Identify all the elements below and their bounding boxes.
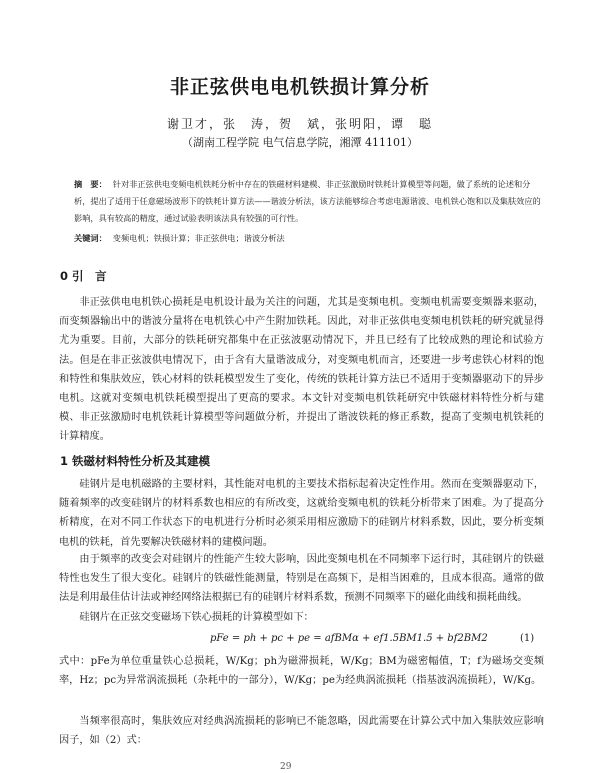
- abstract: [74, 176, 544, 227]
- keywords-label: 关键词：: [74, 233, 107, 243]
- abstract-text: 针对非正弦供电变频电机铁耗分析中存在的铁磁材料建模、非正弦激励时铁耗计算模型等问题，做了系统的论述和分析，提出了适用于任意磁场波形下的铁耗计算方法——谐波分析法，该方法能够综合考虑电源谐波、电机铁心饱和以及集肤效应的影响，具有较高的精度，通过试验表明该法具有较强的可行性。: [74, 179, 541, 223]
- affiliation: （湖南工程学院 电气信息学院，湘潭 411101）: [182, 136, 418, 149]
- keywords: [74, 231, 544, 245]
- abstract-label: 摘 要：: [74, 179, 107, 189]
- section1-paragraph-5: 当频率很高时，集肤效应对经典涡流损耗的影响已不能忽略，因此需要在计算公式中加入集肤效应影响因子，如（2）式：: [59, 716, 544, 747]
- page-number: 29: [280, 762, 292, 772]
- section-heading-intro: 0 引 言: [60, 269, 107, 283]
- section1-paragraph-2: 由于频率的改变会对硅钢片的性能产生较大影响，因此变频电机在不同频率下运行时，其硅钢片的铁磁特性也发生了很大变化。硅钢片的铁磁性能测量，特别是在高频下，是相当困难的，且成本很高。通常的做法是利用最佳估计法或神经网络法根据已有的硅钢片材料系数，预测不同频率下的磁化曲线和损耗曲线。: [59, 554, 544, 604]
- equation-1-body: pFe = ph + pc + pe = afBMα + ef1.5BM1.5 + bf2BM2: [210, 633, 488, 644]
- section1-paragraph-1: 硅钢片是电机磁路的主要材料，其性能对电机的主要技术指标起着决定性作用。然而在变频器驱动下，随着频率的改变硅钢片的材料系数也相应的有所改变，这就给变频电机的铁耗分析带来了困难。为了提高分析精度，在对不同工作状态下的电机进行分析时必须采用相应激励下的硅钢片材料系数，因此，要分析变频电机的铁耗，首先要解决铁磁材料的建模问题。: [59, 479, 544, 548]
- intro-paragraph: 非正弦供电电机铁心损耗是电机设计最为关注的问题，尤其是变频电机。变频电机需要变频器来驱动，而变频器输出中的谐波分量将在电机铁心中产生附加铁耗。因此，对非正弦供电变频电机铁耗的研究就显得尤为重要。目前，大部分的铁耗研究都集中在正弦波驱动情况下，并且已经有了比较成熟的理论和试验方法。但是在非正弦波供电情况下，由于含有大量谐波成分，对变频电机而言，还要进一步考虑铁心材料的饱和特性和集肤效应，铁心材料的铁耗模型发生了变化，传统的铁耗计算方法已不适用于变频器驱动下的异步电机。这就对变频电机铁耗模型提出了更高的要求。本文针对变频电机铁耗研究中铁磁材料特性分析与建模、非正弦激励时电机铁耗计算模型等问题做分析，并提出了谐波铁耗的修正系数，提高了变频电机铁耗的计算精度。: [59, 297, 544, 443]
- authors: 谢卫才，张 涛，贺 斌，张明阳，谭 聪: [166, 117, 433, 131]
- equation-1: [210, 633, 550, 644]
- section1-paragraph-4: 式中：pFe为单位重量铁心总损耗，W/Kg；ph为磁滞损耗，W/Kg；BM为磁密幅值，T；f为磁场交变频率，Hz；pc为异常涡流损耗（杂耗中的一部分），W/Kg；pe为经典涡流损耗（指基波涡流损耗），W/Kg。: [59, 656, 544, 687]
- section1-paragraph-3: 硅钢片在正弦交变磁场下铁心损耗的计算模型如下：: [79, 612, 314, 623]
- equation-1-number: (1): [520, 633, 535, 644]
- paper-title: 非正弦供电电机铁损计算分析: [169, 76, 430, 98]
- keywords-text: 变频电机；铁损计算；非正弦供电；谐波分析法: [112, 233, 285, 243]
- section-heading-1: 1 铁磁材料特性分析及其建模: [60, 454, 211, 468]
